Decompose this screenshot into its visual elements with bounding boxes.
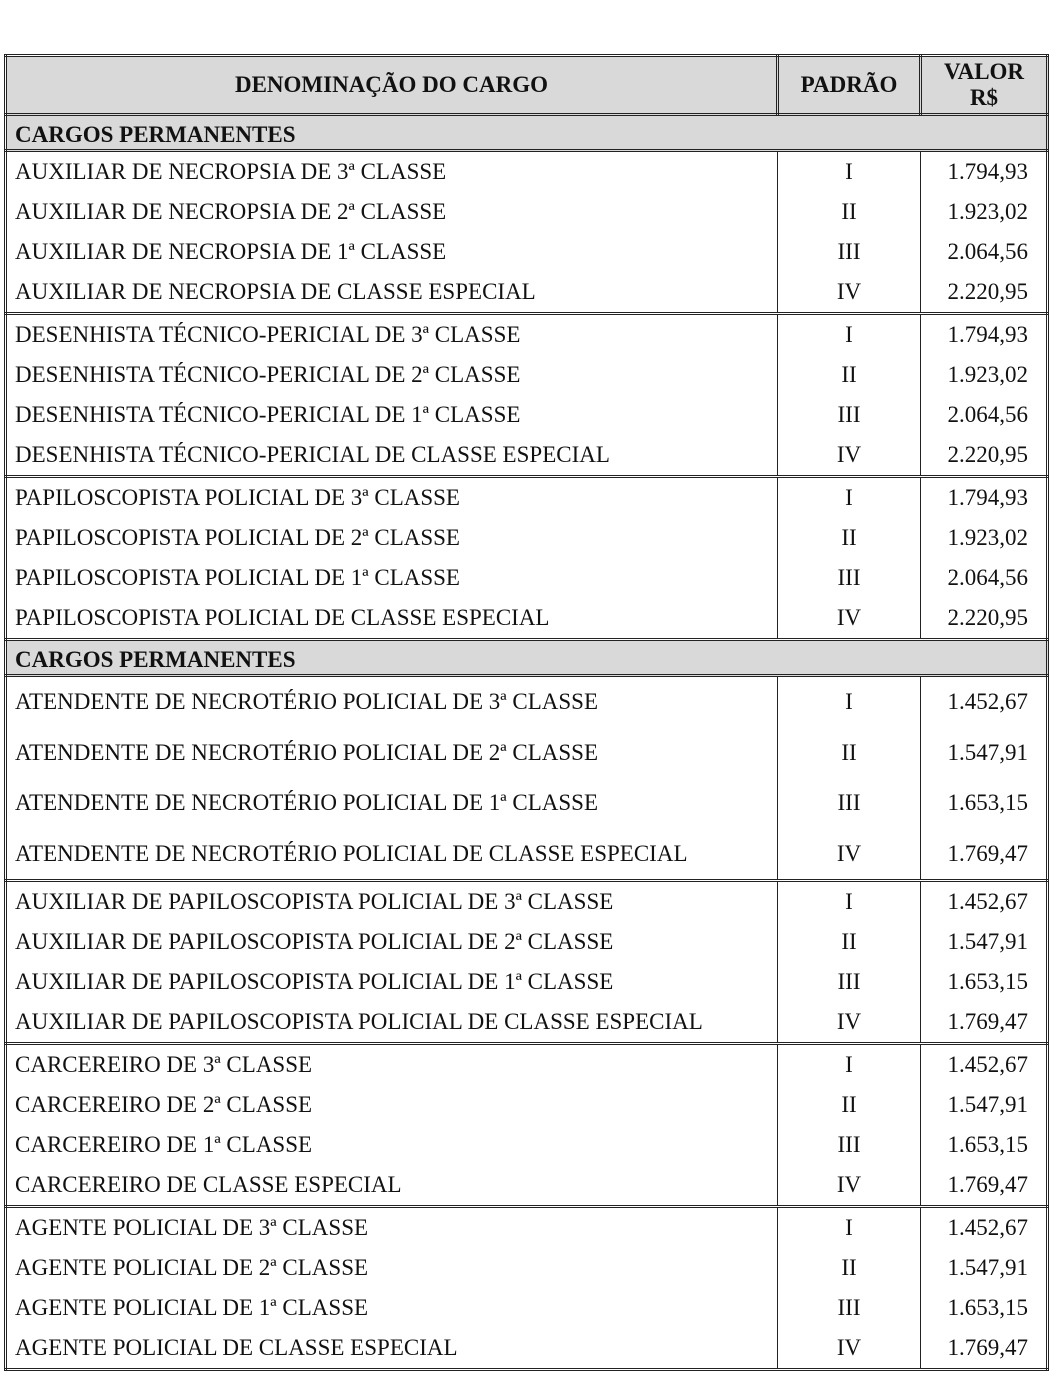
padrao-value: II — [778, 922, 921, 962]
cargo-name: AGENTE POLICIAL DE 2ª CLASSE — [6, 1248, 778, 1288]
cargo-name: AUXILIAR DE PAPILOSCOPISTA POLICIAL DE 1ª CLASSE — [6, 962, 778, 1002]
cargo-name: AGENTE POLICIAL DE 3ª CLASSE — [6, 1207, 778, 1249]
padrao-value: III — [778, 1288, 921, 1328]
valor-value: 1.653,15 — [921, 1288, 1048, 1328]
table-row — [6, 232, 1048, 272]
padrao-value: II — [778, 728, 921, 779]
valor-value: 2.064,56 — [921, 232, 1048, 272]
row-group — [6, 151, 1048, 314]
padrao-value: II — [778, 192, 921, 232]
table-row — [6, 1328, 1048, 1370]
padrao-value: I — [778, 477, 921, 519]
valor-value: 1.769,47 — [921, 1328, 1048, 1370]
cargo-name: DESENHISTA TÉCNICO-PERICIAL DE 3ª CLASSE — [6, 314, 778, 356]
table-row — [6, 477, 1048, 519]
cargo-name: AUXILIAR DE NECROPSIA DE 1ª CLASSE — [6, 232, 778, 272]
table-header — [6, 56, 1048, 115]
table-row — [6, 518, 1048, 558]
table-row — [6, 1207, 1048, 1249]
table-row — [6, 435, 1048, 477]
padrao-value: II — [778, 1085, 921, 1125]
padrao-value: III — [778, 558, 921, 598]
row-group — [6, 314, 1048, 477]
padrao-value: II — [778, 1248, 921, 1288]
table-row — [6, 192, 1048, 232]
table-row — [6, 829, 1048, 881]
cargo-name: ATENDENTE DE NECROTÉRIO POLICIAL DE 1ª CLASSE — [6, 778, 778, 829]
padrao-value: III — [778, 232, 921, 272]
table-row — [6, 676, 1048, 728]
row-group — [6, 676, 1048, 881]
padrao-value: III — [778, 1125, 921, 1165]
table-row — [6, 728, 1048, 779]
cargo-name: AUXILIAR DE NECROPSIA DE 2ª CLASSE — [6, 192, 778, 232]
valor-value: 2.064,56 — [921, 395, 1048, 435]
padrao-value: II — [778, 518, 921, 558]
valor-value: 1.452,67 — [921, 881, 1048, 923]
valor-value: 2.220,95 — [921, 272, 1048, 314]
cargo-name: CARCEREIRO DE 3ª CLASSE — [6, 1044, 778, 1086]
valor-value: 1.653,15 — [921, 962, 1048, 1002]
padrao-value: IV — [778, 272, 921, 314]
padrao-value: IV — [778, 598, 921, 640]
valor-value: 1.923,02 — [921, 355, 1048, 395]
padrao-value: II — [778, 355, 921, 395]
padrao-value: III — [778, 395, 921, 435]
section-header — [6, 115, 1048, 151]
cargo-name: AGENTE POLICIAL DE 1ª CLASSE — [6, 1288, 778, 1328]
padrao-value: III — [778, 778, 921, 829]
header-denominacao: DENOMINAÇÃO DO CARGO — [6, 56, 778, 115]
valor-value: 1.547,91 — [921, 1085, 1048, 1125]
salary-table-page — [4, 54, 1046, 1371]
cargo-name: PAPILOSCOPISTA POLICIAL DE CLASSE ESPECIAL — [6, 598, 778, 640]
cargo-name: DESENHISTA TÉCNICO-PERICIAL DE 2ª CLASSE — [6, 355, 778, 395]
valor-value: 1.769,47 — [921, 1165, 1048, 1207]
section-title: CARGOS PERMANENTES — [6, 115, 1048, 151]
padrao-value: IV — [778, 1328, 921, 1370]
table-row — [6, 355, 1048, 395]
padrao-value: I — [778, 881, 921, 923]
table-row — [6, 962, 1048, 1002]
header-valor — [921, 56, 1048, 115]
cargo-name: AUXILIAR DE PAPILOSCOPISTA POLICIAL DE 3ª CLASSE — [6, 881, 778, 923]
salary-table — [4, 54, 1049, 1371]
cargo-name: ATENDENTE DE NECROTÉRIO POLICIAL DE 2ª CLASSE — [6, 728, 778, 779]
header-padrao: PADRÃO — [778, 56, 921, 115]
padrao-value: IV — [778, 1002, 921, 1044]
cargo-name: AUXILIAR DE PAPILOSCOPISTA POLICIAL DE 2ª CLASSE — [6, 922, 778, 962]
cargo-name: DESENHISTA TÉCNICO-PERICIAL DE 1ª CLASSE — [6, 395, 778, 435]
section-title: CARGOS PERMANENTES — [6, 640, 1048, 676]
padrao-value: IV — [778, 829, 921, 881]
table-row — [6, 881, 1048, 923]
padrao-value: IV — [778, 435, 921, 477]
cargo-name: DESENHISTA TÉCNICO-PERICIAL DE CLASSE ESPECIAL — [6, 435, 778, 477]
header-valor-line2: R$ — [969, 85, 999, 110]
padrao-value: I — [778, 1044, 921, 1086]
cargo-name: CARCEREIRO DE 1ª CLASSE — [6, 1125, 778, 1165]
valor-value: 2.220,95 — [921, 598, 1048, 640]
table-row — [6, 151, 1048, 193]
cargo-name: AGENTE POLICIAL DE CLASSE ESPECIAL — [6, 1328, 778, 1370]
valor-value: 1.923,02 — [921, 192, 1048, 232]
header-valor-line1: VALOR — [943, 59, 1025, 84]
table-row — [6, 314, 1048, 356]
valor-value: 1.794,93 — [921, 151, 1048, 193]
table-row — [6, 1165, 1048, 1207]
table-row — [6, 1044, 1048, 1086]
valor-value: 1.547,91 — [921, 1248, 1048, 1288]
row-group — [6, 1044, 1048, 1207]
valor-value: 1.653,15 — [921, 778, 1048, 829]
row-group — [6, 881, 1048, 1044]
valor-value: 1.769,47 — [921, 1002, 1048, 1044]
padrao-value: I — [778, 676, 921, 728]
table-row — [6, 598, 1048, 640]
padrao-value: I — [778, 314, 921, 356]
padrao-value: I — [778, 1207, 921, 1249]
padrao-value: I — [778, 151, 921, 193]
row-group — [6, 1207, 1048, 1370]
cargo-name: ATENDENTE DE NECROTÉRIO POLICIAL DE 3ª CLASSE — [6, 676, 778, 728]
cargo-name: PAPILOSCOPISTA POLICIAL DE 1ª CLASSE — [6, 558, 778, 598]
valor-value: 1.923,02 — [921, 518, 1048, 558]
table-row — [6, 1288, 1048, 1328]
padrao-value: III — [778, 962, 921, 1002]
table-row — [6, 395, 1048, 435]
table-row — [6, 778, 1048, 829]
padrao-value: IV — [778, 1165, 921, 1207]
cargo-name: AUXILIAR DE NECROPSIA DE 3ª CLASSE — [6, 151, 778, 193]
cargo-name: PAPILOSCOPISTA POLICIAL DE 3ª CLASSE — [6, 477, 778, 519]
valor-value: 2.064,56 — [921, 558, 1048, 598]
cargo-name: AUXILIAR DE PAPILOSCOPISTA POLICIAL DE CLASSE ESPECIAL — [6, 1002, 778, 1044]
valor-value: 1.794,93 — [921, 477, 1048, 519]
valor-value: 1.653,15 — [921, 1125, 1048, 1165]
table-row — [6, 1125, 1048, 1165]
cargo-name: ATENDENTE DE NECROTÉRIO POLICIAL DE CLASSE ESPECIAL — [6, 829, 778, 881]
section-header — [6, 640, 1048, 676]
valor-value: 1.547,91 — [921, 922, 1048, 962]
valor-value: 1.547,91 — [921, 728, 1048, 779]
table-row — [6, 558, 1048, 598]
table-row — [6, 1002, 1048, 1044]
table-row — [6, 1085, 1048, 1125]
row-group — [6, 477, 1048, 640]
valor-value: 1.794,93 — [921, 314, 1048, 356]
cargo-name: AUXILIAR DE NECROPSIA DE CLASSE ESPECIAL — [6, 272, 778, 314]
table-row — [6, 922, 1048, 962]
table-row — [6, 1248, 1048, 1288]
valor-value: 1.452,67 — [921, 676, 1048, 728]
cargo-name: PAPILOSCOPISTA POLICIAL DE 2ª CLASSE — [6, 518, 778, 558]
valor-value: 2.220,95 — [921, 435, 1048, 477]
valor-value: 1.769,47 — [921, 829, 1048, 881]
cargo-name: CARCEREIRO DE CLASSE ESPECIAL — [6, 1165, 778, 1207]
cargo-name: CARCEREIRO DE 2ª CLASSE — [6, 1085, 778, 1125]
valor-value: 1.452,67 — [921, 1044, 1048, 1086]
table-row — [6, 272, 1048, 314]
valor-value: 1.452,67 — [921, 1207, 1048, 1249]
